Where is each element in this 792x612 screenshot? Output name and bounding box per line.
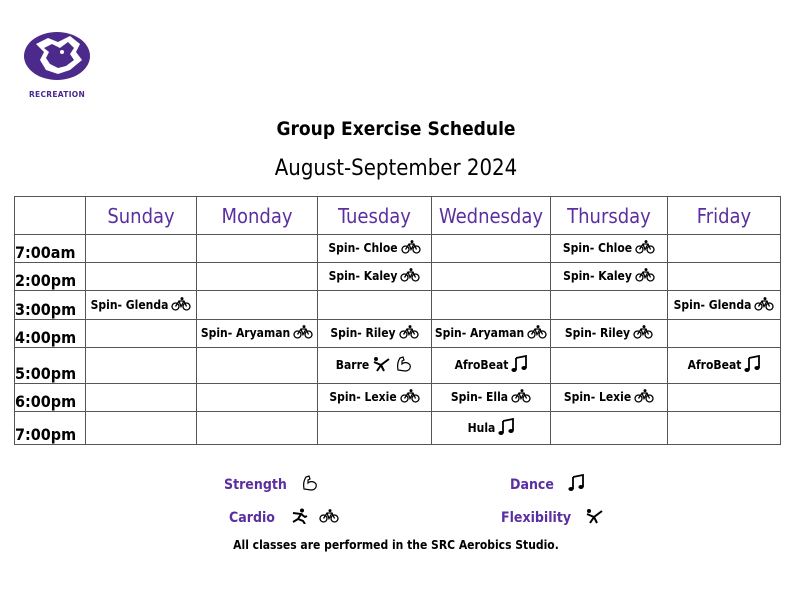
legend-cardio bbox=[229, 508, 339, 528]
legend-dance bbox=[510, 474, 584, 496]
class-cell bbox=[551, 412, 668, 445]
flexed-arm-icon bbox=[395, 355, 413, 376]
corner-cell bbox=[15, 197, 86, 235]
class-cell bbox=[668, 412, 781, 445]
bike-icon bbox=[635, 240, 655, 257]
stretch-icon bbox=[372, 356, 392, 375]
bike-icon bbox=[633, 325, 653, 342]
legend-icons bbox=[575, 510, 605, 526]
time-cell: 2:00pm bbox=[15, 263, 86, 291]
class-label: Spin- Riley bbox=[564, 326, 631, 340]
class-cell bbox=[432, 263, 551, 291]
day-header: Thursday bbox=[551, 197, 668, 235]
time-cell: 5:00pm bbox=[15, 348, 86, 384]
class-cell bbox=[86, 348, 197, 384]
time-cell: 7:00pm bbox=[15, 412, 86, 445]
schedule-row bbox=[15, 235, 781, 263]
schedule-row bbox=[15, 348, 781, 384]
class-label: AfroBeat bbox=[454, 358, 509, 372]
music-note-icon bbox=[498, 418, 514, 439]
legend-icons bbox=[558, 477, 584, 493]
class-cell bbox=[432, 412, 551, 445]
class-cell bbox=[551, 320, 668, 348]
class-cell bbox=[197, 291, 318, 320]
class-cell bbox=[318, 263, 432, 291]
class-cell bbox=[551, 291, 668, 320]
class-label: Spin- Glenda bbox=[90, 297, 169, 312]
time-cell: 7:00am bbox=[15, 235, 86, 263]
schedule-row bbox=[15, 384, 781, 412]
class-label: Spin- Kaley bbox=[563, 269, 632, 283]
legend-label: Strength bbox=[224, 477, 287, 493]
class-cell bbox=[668, 348, 781, 384]
stretch-icon bbox=[585, 508, 605, 528]
schedule-row bbox=[15, 412, 781, 445]
schedule-row bbox=[15, 291, 781, 320]
class-label: Spin- Chloe bbox=[562, 241, 633, 255]
class-label: Spin- Lexie bbox=[329, 390, 397, 404]
class-cell bbox=[318, 348, 432, 384]
class-cell bbox=[86, 263, 197, 291]
class-cell bbox=[197, 235, 318, 263]
legend-icons bbox=[279, 510, 339, 526]
class-cell bbox=[668, 384, 781, 412]
class-cell bbox=[551, 235, 668, 263]
class-label: AfroBeat bbox=[687, 358, 742, 372]
bike-icon bbox=[401, 240, 421, 257]
class-cell bbox=[551, 348, 668, 384]
bike-icon bbox=[754, 297, 774, 314]
legend-flexibility bbox=[501, 508, 605, 528]
bike-icon bbox=[511, 389, 531, 406]
class-cell bbox=[318, 291, 432, 320]
class-cell bbox=[551, 384, 668, 412]
class-label: Spin- Glenda bbox=[673, 297, 752, 312]
class-cell bbox=[197, 320, 318, 348]
class-cell bbox=[432, 348, 551, 384]
class-label: Spin- Chloe bbox=[328, 241, 398, 255]
page-subtitle: August-September 2024 bbox=[274, 156, 518, 181]
class-cell bbox=[432, 384, 551, 412]
time-cell: 4:00pm bbox=[15, 320, 86, 348]
class-cell bbox=[318, 320, 432, 348]
class-cell bbox=[86, 291, 197, 320]
class-label: Hula bbox=[467, 420, 496, 435]
class-label: Spin- Aryaman bbox=[434, 326, 525, 340]
class-cell bbox=[197, 412, 318, 445]
day-header: Wednesday bbox=[432, 197, 551, 235]
class-cell bbox=[86, 384, 197, 412]
class-cell bbox=[318, 384, 432, 412]
class-cell bbox=[432, 235, 551, 263]
page-title: Group Exercise Schedule bbox=[276, 118, 516, 140]
legend-label: Dance bbox=[510, 477, 554, 493]
bike-icon bbox=[319, 509, 339, 527]
day-header: Sunday bbox=[86, 197, 197, 235]
legend-label: Cardio bbox=[229, 510, 275, 526]
class-cell bbox=[668, 320, 781, 348]
class-cell bbox=[432, 291, 551, 320]
bike-icon bbox=[400, 268, 420, 285]
bike-icon bbox=[527, 325, 547, 342]
bike-icon bbox=[400, 389, 420, 406]
class-label: Spin- Ella bbox=[450, 390, 509, 404]
class-cell bbox=[551, 263, 668, 291]
class-label: Spin- Aryaman bbox=[200, 326, 291, 340]
bike-icon bbox=[635, 268, 655, 285]
day-header: Friday bbox=[668, 197, 781, 235]
schedule-row bbox=[15, 263, 781, 291]
class-label: Barre bbox=[335, 358, 370, 372]
class-cell bbox=[86, 235, 197, 263]
time-cell: 3:00pm bbox=[15, 291, 86, 320]
class-cell bbox=[318, 412, 432, 445]
music-note-icon bbox=[744, 355, 760, 376]
class-cell bbox=[86, 412, 197, 445]
runner-icon bbox=[289, 508, 309, 528]
bike-icon bbox=[293, 325, 313, 342]
header-row bbox=[15, 197, 781, 235]
legend-strength bbox=[224, 474, 319, 496]
schedule-row bbox=[15, 320, 781, 348]
class-cell bbox=[668, 263, 781, 291]
bike-icon bbox=[171, 297, 191, 314]
class-cell bbox=[86, 320, 197, 348]
class-cell bbox=[668, 235, 781, 263]
flexed-arm-icon bbox=[301, 474, 319, 496]
class-label: Spin- Kaley bbox=[328, 269, 398, 283]
class-label: Spin- Riley bbox=[330, 326, 396, 340]
class-cell bbox=[668, 291, 781, 320]
class-cell bbox=[432, 320, 551, 348]
class-cell bbox=[318, 235, 432, 263]
class-label: Spin- Lexie bbox=[563, 390, 632, 404]
music-note-icon bbox=[511, 355, 527, 376]
class-cell bbox=[197, 263, 318, 291]
class-cell bbox=[197, 348, 318, 384]
footnote: All classes are performed in the SRC Aerobics Studio. bbox=[233, 538, 559, 552]
music-note-icon bbox=[568, 474, 584, 496]
husky-logo-icon bbox=[22, 30, 92, 82]
legend-label: Flexibility bbox=[501, 510, 572, 526]
class-cell bbox=[197, 384, 318, 412]
schedule-table bbox=[14, 196, 781, 445]
bike-icon bbox=[399, 325, 419, 342]
logo-text: RECREATION bbox=[28, 90, 86, 99]
day-header: Tuesday bbox=[318, 197, 432, 235]
legend-icons bbox=[291, 477, 319, 493]
recreation-logo bbox=[14, 30, 100, 100]
day-header: Monday bbox=[197, 197, 318, 235]
time-cell: 6:00pm bbox=[15, 384, 86, 412]
bike-icon bbox=[634, 389, 654, 406]
